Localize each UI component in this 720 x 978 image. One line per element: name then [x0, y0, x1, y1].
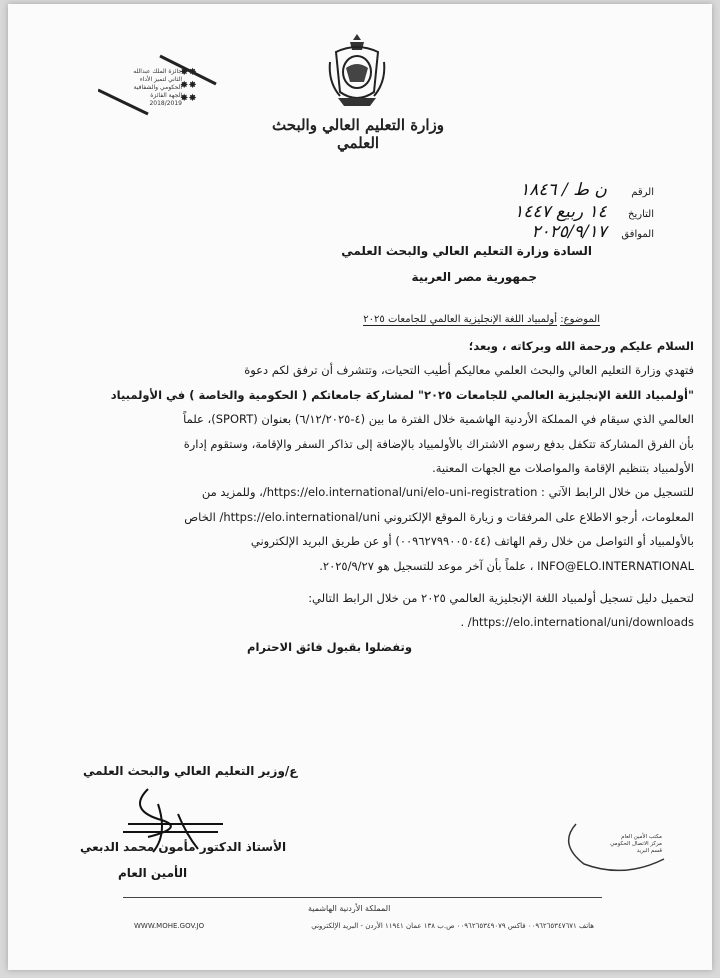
body-line: للتسجيل من خلال الرابط الآتي : https://elo.international/uni/elo-uni-registration/، وللمزيد من [201, 485, 694, 500]
body-line: بالأولمبياد أو التواصل من خلال رقم الهاتف (٠٠٩٦٢٧٩٩٠٠٥٠٤٤) أو عن طريق البريد الإلكتروني [250, 534, 694, 549]
stamp-line: قسم البريد [636, 848, 662, 854]
subject-line [363, 314, 600, 325]
letter-page [8, 4, 712, 970]
body-line: "أولمبياد اللغة الإنجليزية العالمي للجامعات ٢٠٢٥" لمشاركة جامعاتكم ( الحكومية والخاصة ) في الأولمبياد [110, 387, 694, 402]
letter-body [28, 334, 694, 635]
badge-line: الجهة الفائزة [150, 92, 182, 99]
recipient-line: السادة وزارة التعليم العالي والبحث العلمي [341, 244, 592, 258]
footer-country: المملكة الأردنية الهاشمية [308, 904, 391, 913]
body-line: لتحميل دليل تسجيل أولمبياد اللغة الإنجليزية العالمي ٢٠٢٥ من خلال الرابط التالي: [308, 591, 694, 606]
stamp-line: مكتب الأمين العام [621, 834, 662, 840]
body-line: السلام عليكم ورحمة الله وبركاته ، وبعد؛ [468, 339, 694, 353]
date-label: التاريخ [628, 209, 654, 220]
body-line: الأولمبياد بتنظيم الإقامة والمواصلات مع الجهات المعنية. [432, 461, 694, 476]
jordan-crest-icon [326, 32, 388, 112]
body-line: العالمي الذي سيقام في المملكة الأردنية الهاشمية خلال الفترة ما بين (٤-٦/١٢/٢٠٢٥) بعنوان (SPORT)، علماً [183, 412, 694, 427]
badge-line: الثاني لتميز الأداء [139, 76, 182, 83]
body-line: فتهدي وزارة التعليم العالي والبحث العلمي معاليكم أطيب التحيات، وتتشرف أن ترفق لكم دعوة [244, 363, 694, 378]
footer-address: هاتف ٠٠٩٦٢٦٥٣٤٧٦٧١ فاكس ٠٠٩٦٢٦٥٣٤٩٠٧٩ ص.ب ١٣٨ عمان ١١٩٤١ الأردن - البريد الإلكتروني [311, 922, 594, 930]
stamp-line: مركز الاتصال الحكومي [610, 841, 662, 847]
award-stars-icon: ✸✸ ✸✸ ✸✸ [180, 67, 197, 104]
reference-label: الرقم [631, 187, 654, 198]
closing-line: وتفضلوا بقبول فائق الاحترام [247, 640, 412, 654]
subject-label: الموضوع: [560, 314, 600, 325]
signatory-name: الأستاذ الدكتور مأمون محمد الدبعي [80, 840, 287, 854]
signatory-title: ع/وزير التعليم العالي والبحث العلمي [83, 764, 298, 778]
body-line: INFO@ELO.INTERNATIONAL ، علماً بأن آخر موعد للتسجيل هو ٢٠٢٥/٩/٢٧. [319, 558, 694, 573]
footer-website: WWW.MOHE.GOV.JO [134, 922, 205, 930]
stamp-text [592, 834, 662, 855]
badge-line: جائزة الملك عبدالله [133, 68, 182, 75]
reference-row [414, 180, 654, 200]
signatory-position: الأمين العام [118, 866, 188, 880]
date-row [414, 202, 654, 222]
ministry-name: وزارة التعليم العالي والبحث العلمي [272, 116, 444, 152]
body-line: المعلومات، أرجو الاطلاع على المرفقات و زيارة الموقع الإلكتروني https://elo.international/uni/ الخاص [184, 509, 694, 524]
subject-text: أولمبياد اللغة الإنجليزية العالمي للجامعات ٢٠٢٥ [363, 314, 558, 325]
corresponding-value: ٢٠٢٥/٩/١٧ [531, 222, 607, 242]
footer-divider [123, 897, 602, 898]
reference-value: ن ط / ١٨٤٦ [520, 180, 607, 200]
body-line: بأن الفرق المشاركة تتكفل بدفع رسوم الاشتراك بالأولمبياد بالإضافة إلى تذاكر السفر والإقامة، وستقوم إدارة [183, 436, 694, 451]
badge-line: 2018/2019 [149, 100, 182, 107]
date-value: ١٤ ربيع ١٤٤٧ [514, 202, 607, 222]
award-badge-text [126, 68, 182, 108]
recipient-country: جمهورية مصر العربية [411, 270, 537, 284]
corresponding-date-row [414, 222, 654, 242]
badge-line: الحكومي والشفافية [133, 84, 182, 91]
corresponding-label: الموافق [621, 229, 654, 240]
body-line: https://elo.international/uni/downloads/ . [460, 615, 694, 630]
